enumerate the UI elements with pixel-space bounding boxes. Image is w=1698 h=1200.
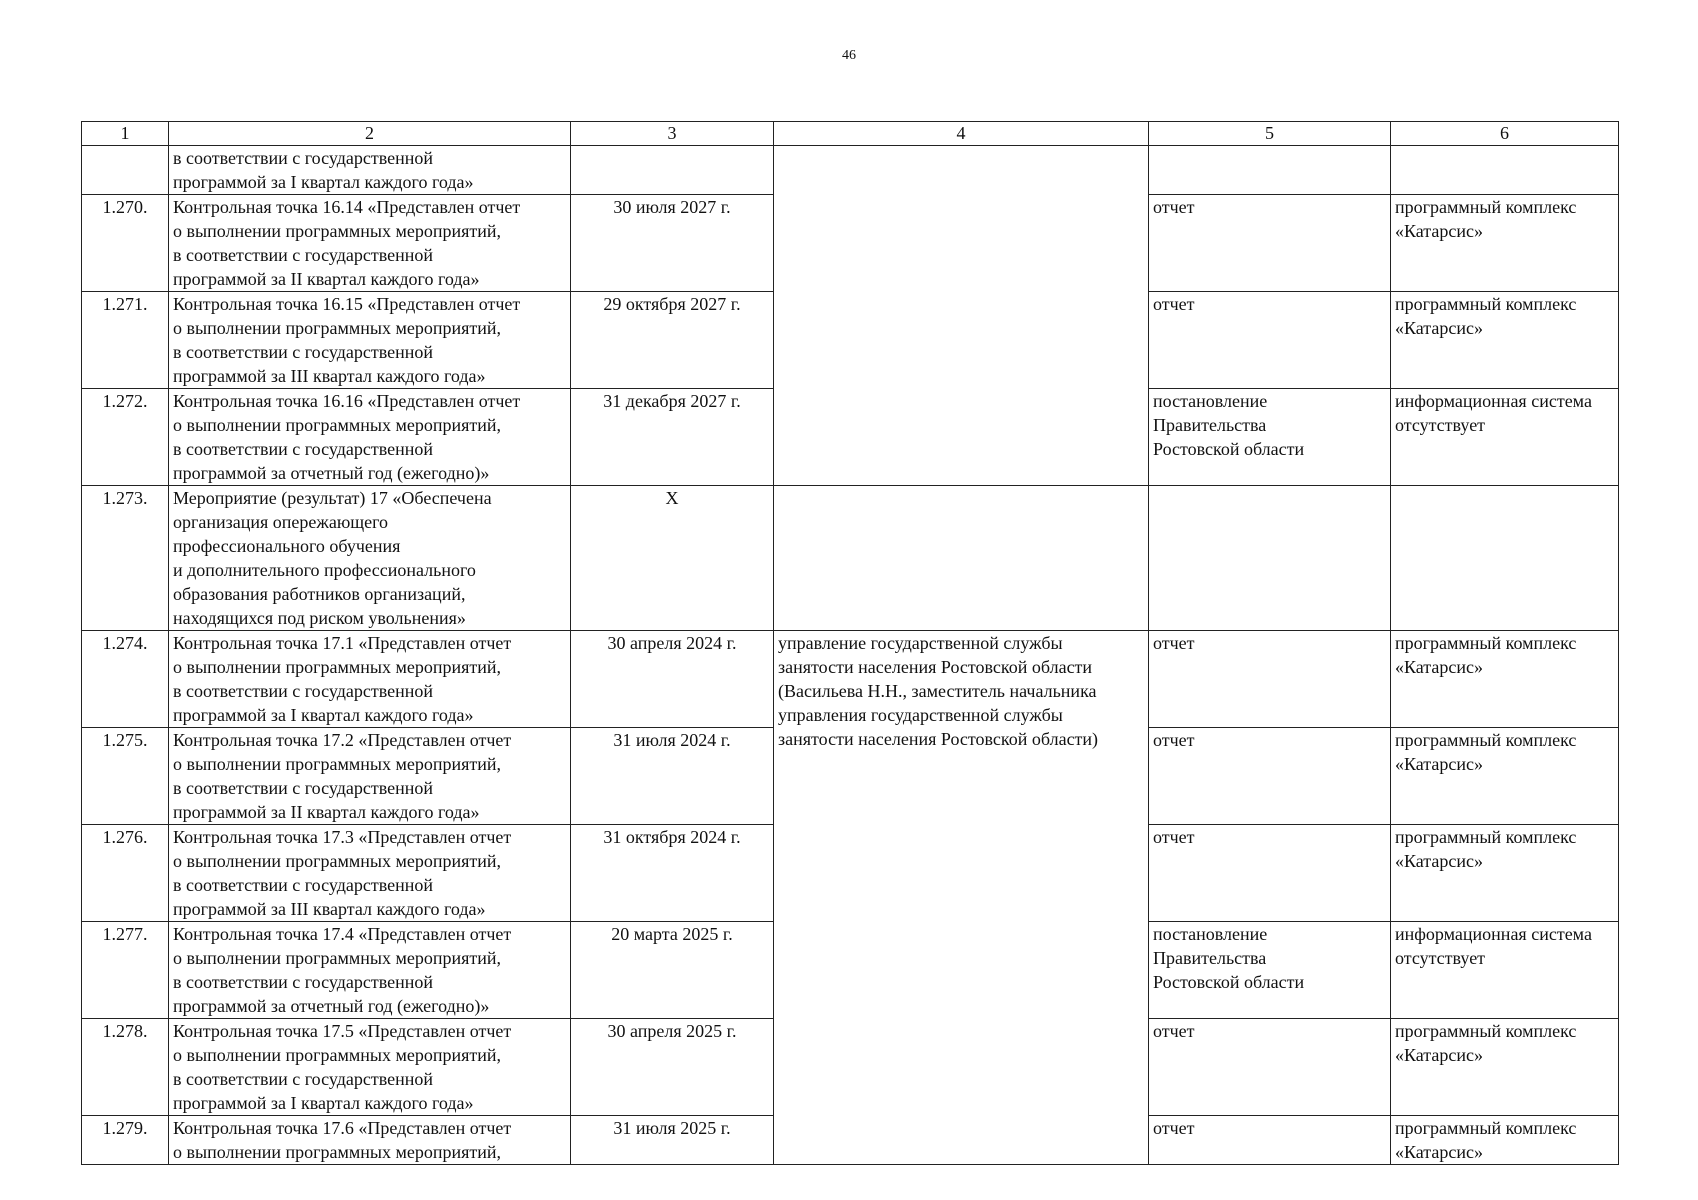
row-name: Контрольная точка 16.16 «Представлен отчет о выполнении программных мероприятий, в соответствии с государственной программой за отчетный год (ежегодно)» — [169, 389, 571, 486]
header-cell-4: 4 — [774, 122, 1149, 146]
row-date: 29 октября 2027 г. — [571, 292, 774, 389]
row-date — [571, 146, 774, 195]
row-number: 1.279. — [82, 1116, 169, 1165]
row-system: программный комплекс «Катарсис» — [1391, 631, 1619, 728]
row-number: 1.278. — [82, 1019, 169, 1116]
row-document: постановление Правительства Ростовской области — [1149, 922, 1391, 1019]
table-row — [82, 146, 1619, 195]
row-system: программный комплекс «Катарсис» — [1391, 195, 1619, 292]
row-system: программный комплекс «Катарсис» — [1391, 1019, 1619, 1116]
row-responsible — [774, 146, 1149, 486]
table-row — [82, 486, 1619, 631]
header-row — [82, 122, 1619, 146]
row-number: 1.273. — [82, 486, 169, 631]
row-system: программный комплекс «Катарсис» — [1391, 292, 1619, 389]
row-number: 1.271. — [82, 292, 169, 389]
row-document: отчет — [1149, 825, 1391, 922]
row-number: 1.276. — [82, 825, 169, 922]
row-date: 20 марта 2025 г. — [571, 922, 774, 1019]
row-document: отчет — [1149, 292, 1391, 389]
row-system: информационная система отсутствует — [1391, 389, 1619, 486]
row-name: Контрольная точка 17.6 «Представлен отчет о выполнении программных мероприятий, — [169, 1116, 571, 1165]
row-name: Мероприятие (результат) 17 «Обеспечена организация опережающего профессионального обучения и дополнительного профессионального образования работников организаций, находящихся под риском увольнения» — [169, 486, 571, 631]
row-date: 31 июля 2025 г. — [571, 1116, 774, 1165]
row-date: 30 апреля 2024 г. — [571, 631, 774, 728]
row-name: Контрольная точка 17.2 «Представлен отчет о выполнении программных мероприятий, в соответствии с государственной программой за II квартал каждого года» — [169, 728, 571, 825]
row-document: отчет — [1149, 1019, 1391, 1116]
header-cell-6: 6 — [1391, 122, 1619, 146]
row-document: постановление Правительства Ростовской области — [1149, 389, 1391, 486]
row-system: программный комплекс «Катарсис» — [1391, 825, 1619, 922]
row-name: Контрольная точка 16.14 «Представлен отчет о выполнении программных мероприятий, в соответствии с государственной программой за II квартал каждого года» — [169, 195, 571, 292]
row-name: Контрольная точка 17.4 «Представлен отчет о выполнении программных мероприятий, в соответствии с государственной программой за отчетный год (ежегодно)» — [169, 922, 571, 1019]
row-number: 1.270. — [82, 195, 169, 292]
row-date: 30 июля 2027 г. — [571, 195, 774, 292]
row-document: отчет — [1149, 728, 1391, 825]
row-document: отчет — [1149, 195, 1391, 292]
row-name: Контрольная точка 17.1 «Представлен отчет о выполнении программных мероприятий, в соответствии с государственной программой за I квартал каждого года» — [169, 631, 571, 728]
row-date: 31 декабря 2027 г. — [571, 389, 774, 486]
row-document — [1149, 146, 1391, 195]
header-cell-1: 1 — [82, 122, 169, 146]
row-number: 1.274. — [82, 631, 169, 728]
row-system — [1391, 486, 1619, 631]
row-system: программный комплекс «Катарсис» — [1391, 728, 1619, 825]
row-number — [82, 146, 169, 195]
row-name: Контрольная точка 16.15 «Представлен отчет о выполнении программных мероприятий, в соответствии с государственной программой за III квартал каждого года» — [169, 292, 571, 389]
row-name: Контрольная точка 17.3 «Представлен отчет о выполнении программных мероприятий, в соответствии с государственной программой за III квартал каждого года» — [169, 825, 571, 922]
row-responsible — [774, 486, 1149, 631]
row-date: 31 июля 2024 г. — [571, 728, 774, 825]
row-date: X — [571, 486, 774, 631]
header-cell-3: 3 — [571, 122, 774, 146]
row-document: отчет — [1149, 1116, 1391, 1165]
row-number: 1.275. — [82, 728, 169, 825]
table-row — [82, 631, 1619, 728]
row-name: в соответствии с государственной программой за I квартал каждого года» — [169, 146, 571, 195]
row-date: 30 апреля 2025 г. — [571, 1019, 774, 1116]
row-number: 1.277. — [82, 922, 169, 1019]
row-document: отчет — [1149, 631, 1391, 728]
row-number: 1.272. — [82, 389, 169, 486]
row-system: программный комплекс «Катарсис» — [1391, 1116, 1619, 1165]
row-system — [1391, 146, 1619, 195]
row-name: Контрольная точка 17.5 «Представлен отчет о выполнении программных мероприятий, в соответствии с государственной программой за I квартал каждого года» — [169, 1019, 571, 1116]
row-date: 31 октября 2024 г. — [571, 825, 774, 922]
control-points-table — [81, 121, 1619, 1165]
header-cell-2: 2 — [169, 122, 571, 146]
page-number: 46 — [842, 48, 856, 63]
row-system: информационная система отсутствует — [1391, 922, 1619, 1019]
header-cell-5: 5 — [1149, 122, 1391, 146]
row-responsible: управление государственной службы занятости населения Ростовской области (Васильева Н.Н., заместитель начальника управления государственной службы занятости населения Ростовской области) — [774, 631, 1149, 1165]
row-document — [1149, 486, 1391, 631]
